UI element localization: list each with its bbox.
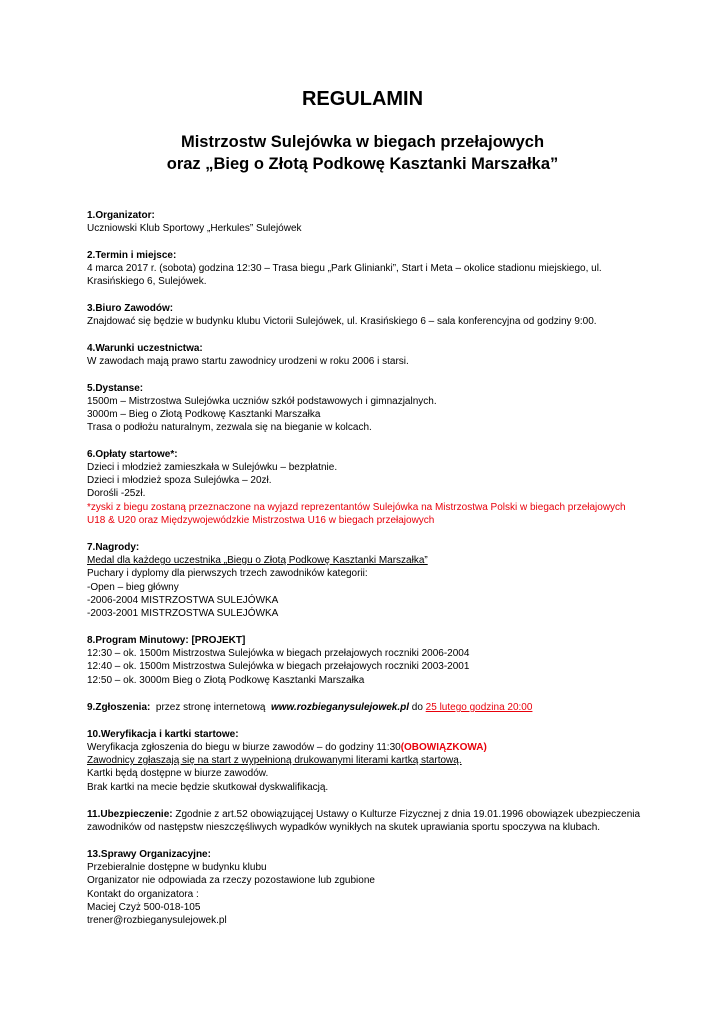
section-text: zawodników od następstw nieszczęśliwych wypadków wynikłych na skutek uprawiania sportu spoczywa na klubach. [87, 822, 601, 833]
fee-note: *zyski z biegu zostaną przeznaczone na wyjazd reprezentantów Sulejówka na Mistrzostwa Polski w biegach przełajowych [87, 502, 626, 513]
section-heading-weryfikacja: 10.Weryfikacja i kartki startowe: [87, 729, 239, 740]
section-text: Kontakt do organizatora : [87, 889, 199, 900]
verification-text: Weryfikacja zgłoszenia do biegu w biurze zawodów – do godziny 11:30 [87, 742, 401, 753]
verification-line [87, 741, 487, 754]
section-text: Przebieralnie dostępne w budynku klubu [87, 862, 267, 873]
section-text: Puchary i dyplomy dla pierwszych trzech zawodników kategorii: [87, 568, 368, 579]
start-card-note: Zawodnicy zgłaszają się na start z wypełnioną drukowanymi literami kartką startową. [87, 755, 462, 766]
section-heading-biuro: 3.Biuro Zawodów: [87, 303, 174, 314]
section-text: Znajdować się będzie w budynku klubu Victorii Sulejówek, ul. Krasińskiego 6 – sala konferencyjna od godziny 9:00. [87, 316, 597, 327]
section-text: Brak kartki na mecie będzie skutkował dyskwalifikacją. [87, 782, 329, 793]
registration-deadline: 25 lutego godzina 20:00 [425, 702, 533, 713]
section-heading-dystanse: 5.Dystanse: [87, 383, 144, 394]
section-text: Dzieci i młodzież spoza Sulejówka – 20zł. [87, 475, 272, 486]
section-text: 1500m – Mistrzostwa Sulejówka uczniów szkół podstawowych i gimnazjalnych. [87, 396, 437, 407]
section-heading-sprawy: 13.Sprawy Organizacyjne: [87, 849, 211, 860]
section-text: Dorośli -25zł. [87, 488, 146, 499]
document-title: REGULAMIN [301, 88, 424, 110]
document-subtitle-line2: oraz „Bieg o Złotą Podkowę Kasztanki Marszałka” [166, 155, 559, 173]
section-text: -2006-2004 MISTRZOSTWA SULEJÓWKA [87, 595, 279, 606]
insurance-text: Zgodnie z art.52 obowiązującej Ustawy o Kulturze Fizycznej z dnia 19.01.1996 obowiązek ubezpieczenia [172, 809, 641, 820]
section-heading-oplaty: 6.Opłaty startowe*: [87, 449, 178, 460]
section-text: W zawodach mają prawo startu zawodnicy urodzeni w roku 2006 i starsi. [87, 356, 409, 367]
section-heading-termin: 2.Termin i miejsce: [87, 250, 177, 261]
medal-note: Medal dla każdego uczestnika „Biegu o Złotą Podkowę Kasztanki Marszałka” [87, 555, 428, 566]
section-text: 3000m – Bieg o Złotą Podkowę Kasztanki Marszałka [87, 409, 321, 420]
section-text: Dzieci i młodzież zamieszkała w Sulejówku – bezpłatnie. [87, 462, 338, 473]
section-heading-program: 8.Program Minutowy: [PROJEKT] [87, 635, 246, 646]
fee-note: U18 & U20 oraz Międzywojewódzkie Mistrzostwa U16 w biegach przełajowych [87, 515, 435, 526]
section-text: -Open – bieg główny [87, 582, 179, 593]
section-text: Kartki będą dostępne w biurze zawodów. [87, 768, 269, 779]
registration-url-link[interactable]: www.rozbieganysulejowek.pl [270, 702, 409, 713]
section-text: 12:30 – ok. 1500m Mistrzostwa Sulejówka w biegach przełajowych roczniki 2006-2004 [87, 648, 470, 659]
contact-name-phone: Maciej Czyż 500-018-105 [87, 902, 201, 913]
section-text: 12:50 – ok. 3000m Bieg o Złotą Podkowę Kasztanki Marszałka [87, 675, 365, 686]
section-heading-zgloszenia: 9.Zgłoszenia: [87, 702, 151, 713]
section-heading-warunki: 4.Warunki uczestnictwa: [87, 343, 203, 354]
section-text: Organizator nie odpowiada za rzeczy pozostawione lub zgubione [87, 875, 375, 886]
document-subtitle-line1: Mistrzostw Sulejówka w biegach przełajowych [180, 133, 545, 151]
section-heading-nagrody: 7.Nagrody: [87, 542, 140, 553]
section-text: Krasińskiego 6, Sulejówek. [87, 276, 207, 287]
section-heading-ubezpieczenie: 11.Ubezpieczenie: [87, 809, 173, 820]
registration-text-2: do [408, 702, 426, 713]
section-text: 12:40 – ok. 1500m Mistrzostwa Sulejówka w biegach przełajowych roczniki 2003-2001 [87, 661, 470, 672]
section-text: 4 marca 2017 r. (sobota) godzina 12:30 – Trasa biegu „Park Glinianki”, Start i Meta – okolice stadionu miejskiego, ul. [87, 263, 602, 274]
section-heading-organizator: 1.Organizator: [87, 210, 155, 221]
contact-email[interactable]: trener@rozbieganysulejowek.pl [87, 915, 227, 926]
registration-text: przez stronę internetową [150, 702, 271, 713]
section-text: Trasa o podłożu naturalnym, zezwala się na bieganie w kolcach. [87, 422, 372, 433]
section-text: Uczniowski Klub Sportowy „Herkules” Sulejówek [87, 223, 302, 234]
registration-line [87, 701, 532, 714]
mandatory-badge: (OBOWIĄZKOWA) [400, 742, 487, 753]
section-text: -2003-2001 MISTRZOSTWA SULEJÓWKA [87, 608, 279, 619]
insurance-line [87, 808, 640, 821]
